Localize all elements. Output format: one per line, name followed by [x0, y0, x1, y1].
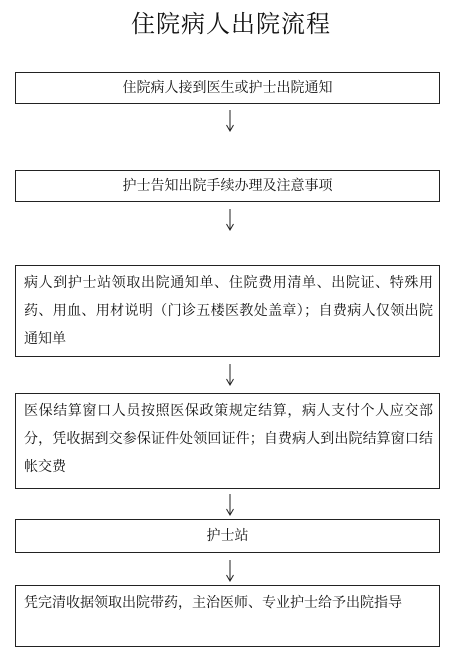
flow-step-6	[15, 585, 440, 647]
flow-step-1-text: 住院病人接到医生或护士出院通知	[122, 80, 333, 96]
arrow-down-icon	[225, 560, 235, 582]
flow-step-2-text: 护士告知出院手续办理及注意事项	[122, 178, 333, 194]
flow-step-6-text: 凭完清收据领取出院带药，主治医师、专业护士给予出院指导	[24, 595, 402, 611]
flow-step-1	[15, 72, 440, 104]
arrow-down-icon	[225, 494, 235, 516]
arrow-down-icon	[225, 209, 235, 231]
flow-step-5	[15, 519, 440, 553]
arrow-down-icon	[225, 110, 235, 132]
flow-step-2	[15, 170, 440, 202]
flow-step-3	[15, 265, 440, 357]
flow-step-4	[15, 393, 440, 489]
flow-step-3-text: 病人到护士站领取出院通知单、住院费用清单、出院证、特殊用药、用血、用材说明（门诊五楼医教处盖章）；自费病人仅领出院通知单	[24, 275, 433, 347]
page-title: 住院病人出院流程	[131, 10, 331, 38]
flow-step-5-text: 护士站	[206, 528, 249, 544]
flow-step-4-text: 医保结算窗口人员按照医保政策规定结算，病人支付个人应交部分，凭收据到交参保证件处领回证件；自费病人到出院结算窗口结帐交费	[24, 403, 433, 475]
arrow-down-icon	[225, 364, 235, 386]
